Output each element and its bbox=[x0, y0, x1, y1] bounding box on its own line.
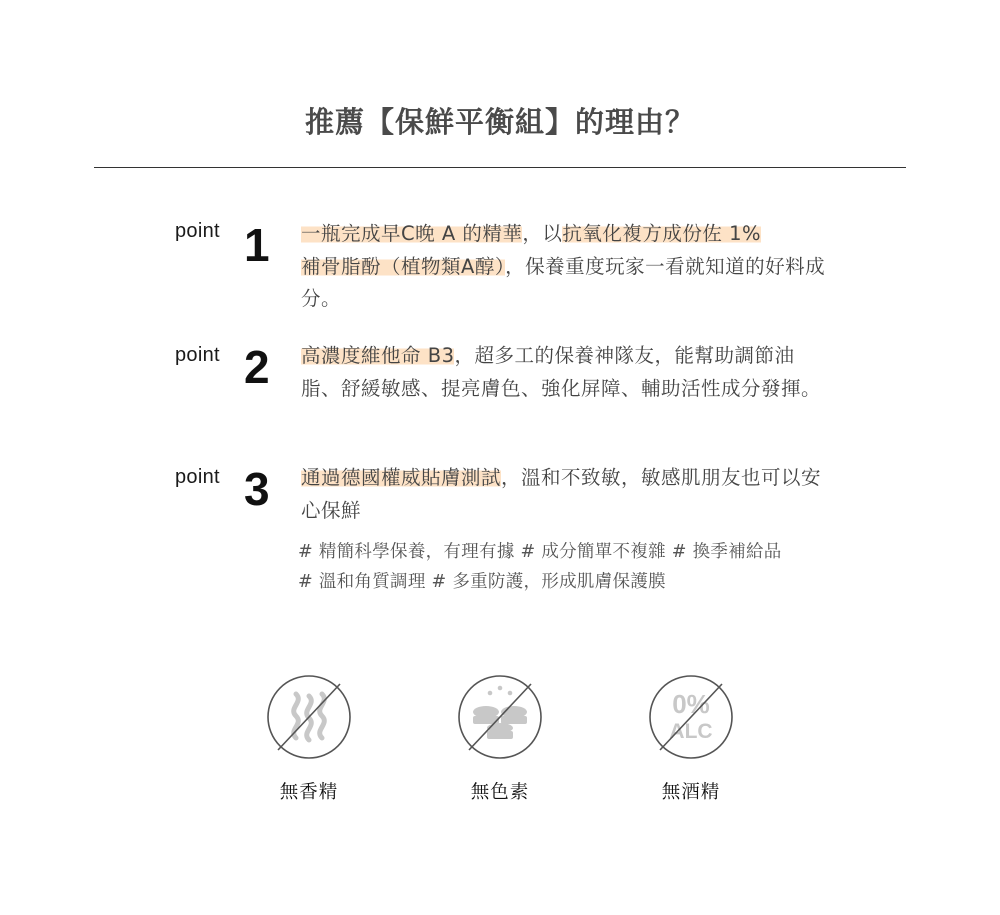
point-label: point bbox=[175, 344, 220, 366]
icon-label: 無酒精 bbox=[661, 782, 721, 803]
point-label: point bbox=[175, 466, 220, 488]
icon-label: 無香精 bbox=[279, 782, 339, 803]
highlight-text: 高濃度維他命 B3 bbox=[301, 344, 455, 367]
title-divider bbox=[94, 167, 906, 168]
highlight-text: 一瓶完成早C晚 A 的精華 bbox=[301, 222, 523, 245]
point-1-text bbox=[301, 218, 831, 316]
body-text: ，超多工的保養神隊友，能幫助調節油脂、舒緩敏感、提亮膚色、強化屏障、輔助活性成分發揮。 bbox=[301, 344, 822, 400]
no-fragrance-badge bbox=[249, 674, 369, 804]
highlight-text: 補骨脂酚（植物類A醇） bbox=[301, 254, 506, 278]
no-alcohol-badge bbox=[631, 674, 751, 804]
no-fragrance-icon bbox=[266, 674, 352, 760]
no-colorant-icon bbox=[457, 674, 543, 760]
no-colorant-badge bbox=[440, 674, 560, 804]
icon-label: 無色素 bbox=[470, 782, 530, 803]
body-text: ，保養重度玩家一看就知道的好料成分。 bbox=[301, 254, 826, 310]
tag-line-2: # 溫和角質調理 # 多重防護，形成肌膚保護膜 bbox=[298, 572, 666, 592]
badge-top-text: 0% bbox=[672, 689, 710, 719]
highlight-text: 通過德國權威貼膚測試 bbox=[301, 466, 502, 489]
no-alcohol-icon bbox=[648, 674, 734, 760]
badge-bottom-text: ALC bbox=[669, 720, 713, 743]
point-3-text bbox=[301, 462, 831, 527]
body-text: ，以 bbox=[522, 222, 563, 245]
body-text: ，溫和不致敏，敏感肌朋友也可以安心保鮮 bbox=[301, 466, 822, 522]
point-number: 1 bbox=[244, 219, 270, 271]
point-number: 2 bbox=[244, 341, 270, 393]
highlight-text: 抗氧化複方成份佐 1% bbox=[562, 222, 762, 245]
page-title: 推薦【保鮮平衡組】的理由？ bbox=[304, 105, 695, 139]
tag-list bbox=[298, 537, 838, 597]
point-number: 3 bbox=[244, 463, 270, 515]
tag-line-1: # 精簡科學保養，有理有據 # 成分簡單不複雜 # 換季補給品 bbox=[298, 542, 782, 562]
point-2-text bbox=[301, 340, 831, 405]
point-label: point bbox=[175, 220, 220, 242]
